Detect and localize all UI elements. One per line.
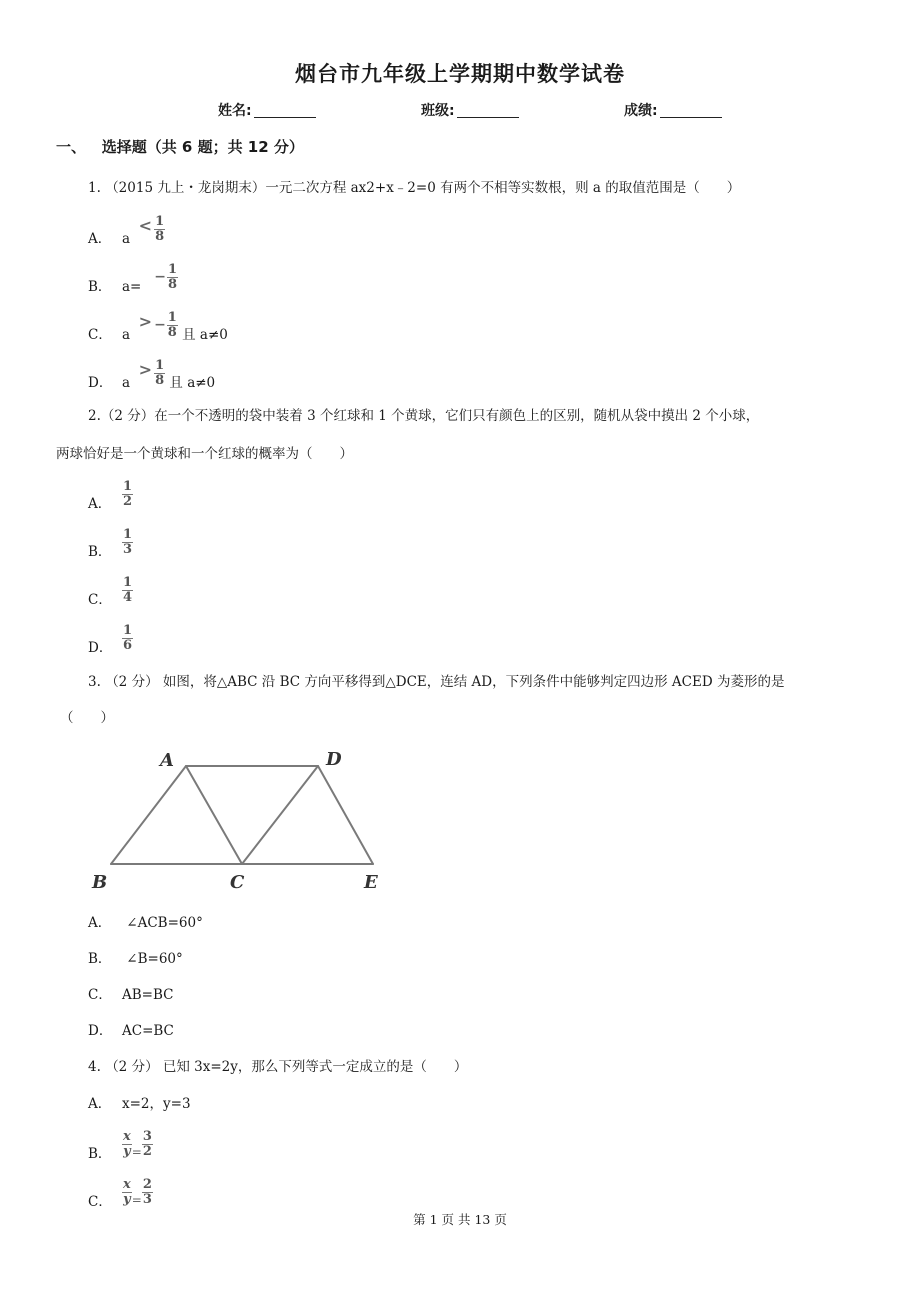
option-label: A．: [88, 231, 112, 247]
name-field[interactable]: [218, 100, 316, 120]
question-4: [88, 1055, 467, 1075]
q3-option-c[interactable]: [88, 983, 173, 1003]
option-label: B．: [88, 279, 112, 295]
question-1: [88, 176, 740, 196]
fraction: $\frac{1}{8}$: [167, 262, 178, 292]
relation-symbol: >: [138, 360, 153, 379]
option-label: A．: [88, 496, 112, 512]
question-text: 已知 3x=2y，那么下列等式一定成立的是（ ）: [162, 1059, 468, 1075]
relation-symbol: >: [138, 312, 153, 331]
option-text: ∠ACB=60°: [126, 915, 203, 931]
option-label: D．: [88, 1023, 113, 1039]
question-points: （2 分）: [100, 408, 155, 424]
q1-option-c[interactable]: [88, 310, 228, 349]
q2-option-a[interactable]: [88, 479, 133, 518]
option-label: C．: [88, 987, 112, 1003]
fraction: $\frac{1}{8}$: [155, 358, 165, 388]
option-prefix: a: [122, 327, 131, 343]
q4-option-a[interactable]: [88, 1092, 191, 1112]
option-prefix: a=: [122, 279, 142, 295]
geometry-figure: [88, 742, 388, 892]
question-2: [88, 404, 759, 424]
label-a: A: [160, 750, 174, 771]
question-points: （2 分）: [105, 674, 159, 690]
name-label: 姓名:: [218, 103, 252, 119]
option-label: C．: [88, 592, 112, 608]
question-number: 2.: [88, 408, 101, 424]
equals-sign: =: [131, 1145, 142, 1159]
q1-option-d[interactable]: [88, 358, 216, 397]
label-b: B: [92, 872, 108, 892]
option-suffix: 且 a≠0: [182, 327, 228, 343]
fraction: $\frac{1}{8}$: [155, 214, 165, 244]
label-d: D: [326, 749, 342, 770]
option-label: B．: [88, 544, 112, 560]
option-label: C．: [88, 1194, 112, 1210]
score-field[interactable]: [624, 100, 722, 120]
q2-option-b[interactable]: [88, 527, 133, 566]
class-field[interactable]: [421, 100, 519, 120]
option-text: ∠B=60°: [126, 951, 183, 967]
fraction-rhs: $\frac{2}{3}$: [142, 1177, 152, 1207]
negative-sign: −: [154, 269, 166, 285]
question-3-line2: （ ）: [60, 710, 114, 726]
q2-option-d[interactable]: [88, 623, 133, 662]
fraction: $\frac{1}{3}$: [123, 527, 133, 557]
option-label: B．: [88, 951, 112, 967]
section-number: 一、: [56, 138, 87, 156]
question-2-line2: 两球恰好是一个黄球和一个红球的概率为（ ）: [56, 446, 353, 462]
section-title: 选择题（共 6 题；共 12 分）: [101, 138, 304, 156]
question-text-line1: 如图，将△ABC 沿 BC 方向平移得到△DCE，连结 AD，下列条件中能够判定四边形 ACED 为菱形的是: [162, 674, 785, 690]
score-blank[interactable]: [660, 103, 722, 118]
section-heading: [56, 136, 304, 157]
label-c: C: [230, 872, 245, 892]
fraction: $\frac{1}{8}$: [167, 310, 177, 340]
q2-option-c[interactable]: [88, 575, 133, 614]
option-label: A．: [88, 1096, 112, 1112]
translated-triangles-diagram: [88, 742, 388, 892]
equals-sign: =: [131, 1193, 142, 1207]
name-blank[interactable]: [254, 103, 316, 118]
fraction: $\frac{1}{4}$: [123, 575, 133, 605]
option-prefix: a: [122, 375, 131, 391]
page-footer: 第 1 页 共 13 页: [413, 1212, 507, 1227]
fraction: $\frac{1}{2}$: [123, 479, 133, 509]
option-label: B．: [88, 1146, 112, 1162]
label-e: E: [364, 872, 378, 892]
question-number: 3.: [88, 674, 101, 690]
negative-sign: −: [154, 317, 166, 333]
question-number: 4.: [88, 1059, 101, 1075]
score-label: 成绩:: [624, 103, 658, 119]
class-blank[interactable]: [457, 103, 519, 118]
option-label: C．: [88, 327, 112, 343]
question-3: [88, 670, 784, 690]
fraction: $\frac{1}{6}$: [123, 623, 133, 653]
option-text: AB=BC: [122, 987, 174, 1003]
q3-option-d[interactable]: [88, 1019, 174, 1039]
question-points: （2 分）: [105, 1059, 159, 1075]
fraction-rhs: $\frac{3}{2}$: [142, 1129, 152, 1159]
class-label: 班级:: [421, 103, 455, 119]
question-text-line1: 在一个不透明的袋中装着 3 个红球和 1 个黄球，它们只有颜色上的区别，随机从袋中摸出 2 个小球，: [154, 408, 760, 424]
q4-option-b[interactable]: [88, 1129, 153, 1168]
fraction-lhs: $\frac{x}{y}$: [123, 1177, 131, 1207]
option-text: AC=BC: [122, 1023, 174, 1039]
option-label: A．: [88, 915, 112, 931]
option-label: D．: [88, 375, 113, 391]
question-text: （2015 九上・龙岗期末）一元二次方程 ax2+x﹣2=0 有两个不相等实数根，则 a 的取值范围是（ ）: [105, 180, 741, 196]
option-label: D．: [88, 640, 113, 656]
relation-symbol: <: [138, 216, 153, 235]
fraction-lhs: $\frac{x}{y}$: [123, 1129, 131, 1159]
q1-option-b[interactable]: [88, 262, 178, 301]
document-title: 烟台市九年级上学期期中数学试卷: [295, 62, 625, 86]
option-suffix: 且 a≠0: [169, 375, 216, 391]
question-number: 1.: [88, 180, 101, 196]
q3-option-b[interactable]: [88, 947, 183, 967]
option-prefix: a: [122, 231, 131, 247]
q1-option-a[interactable]: [88, 214, 165, 253]
option-text: x=2，y=3: [122, 1096, 191, 1112]
q3-option-a[interactable]: [88, 911, 203, 931]
